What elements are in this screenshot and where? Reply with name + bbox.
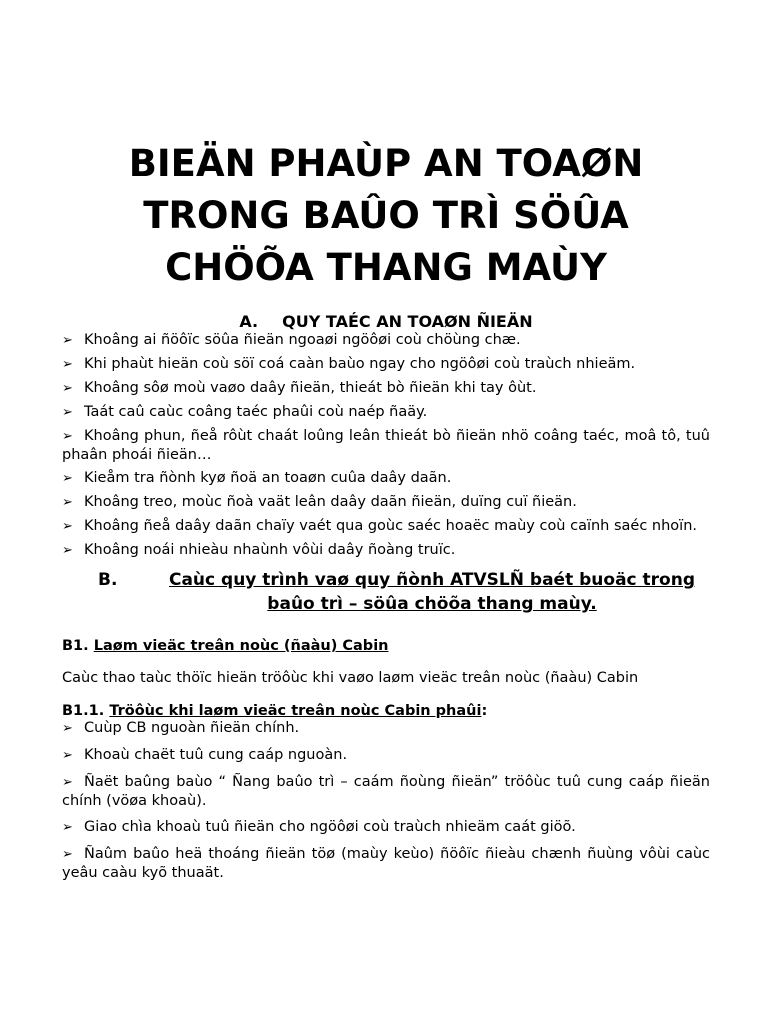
section-a-list [62, 331, 710, 560]
list-item: ➢ Giao chìa khoaù tuû ñieän cho ngöôøi coù traùch nhieäm caát giöõ. [62, 819, 576, 835]
list-item: ➢ Khoâng ai ñöôïc söûa ñieän ngoaøi ngöôøi coù chöùng chæ. [62, 332, 521, 348]
list-item: ➢ Ñaët baûng baùo “ Ñang baûo trì – caám ñoùng ñieän” tröôùc tuû cung caáp ñieän chính (vöøa khoaù). [62, 774, 710, 809]
list-item: ➢ Khoâng ñeå daây daãn chaïy vaét qua goùc saéc hoaëc maùy coù caïnh saéc nhoïn. [62, 518, 698, 534]
list-item: ➢ Khoâng sôø moù vaøo daây ñieän, thieát bò ñieän khi tay ôùt. [62, 380, 537, 396]
section-a-number: A. [239, 312, 259, 331]
document-page [62, 0, 710, 890]
title-line-1: BIEÄN PHAÙP AN TOAØN [128, 142, 644, 185]
section-b-number: B. [98, 570, 118, 590]
arrow-bullet-icon: ➢ [62, 381, 73, 396]
arrow-bullet-icon: ➢ [62, 405, 73, 420]
arrow-bullet-icon: ➢ [62, 471, 73, 486]
list-item: ➢ Taát caû caùc coâng taéc phaûi coù naép ñaäy. [62, 404, 428, 420]
arrow-bullet-icon: ➢ [62, 429, 73, 444]
b1-intro: Caùc thao taùc thöïc hieän tröôùc khi vaøo laøm vieäc treân noùc (ñaàu) Cabin [62, 670, 639, 686]
b11-heading [62, 703, 710, 719]
section-a-heading [62, 312, 710, 331]
arrow-bullet-icon: ➢ [62, 495, 73, 510]
list-item: ➢ Khoaù chaët tuû cung caáp nguoàn. [62, 747, 348, 763]
arrow-bullet-icon: ➢ [62, 748, 73, 763]
arrow-bullet-icon: ➢ [62, 357, 73, 372]
list-item: ➢ Cuùp CB nguoàn ñieän chính. [62, 720, 300, 736]
section-b-title-line-1: Caùc quy trình vaø quy ñònh ATVSLÑ baét buoäc trong [168, 570, 695, 590]
arrow-bullet-icon: ➢ [62, 847, 73, 862]
list-item: ➢ Ñaûm baûo heä thoáng ñieän töø (maùy keùo) ñöôïc ñieàu chænh ñuùng vôùi caùc yeâu caàu kyõ thuaät. [62, 846, 710, 881]
b11-label: B1.1. [62, 703, 105, 719]
list-item: ➢ Khoâng treo, moùc ñoà vaät leân daây daãn ñieän, duïng cuï ñieän. [62, 494, 577, 510]
arrow-bullet-icon: ➢ [62, 820, 73, 835]
list-item: ➢ Khi phaùt hieän coù söï coá caàn baùo ngay cho ngöôøi coù traùch nhieäm. [62, 356, 636, 372]
b11-title: Tröôùc khi laøm vieäc treân noùc Cabin phaûi [109, 703, 482, 719]
section-b-heading [62, 568, 710, 616]
arrow-bullet-icon: ➢ [62, 333, 73, 348]
title-line-3: CHÖÕA THANG MAÙY [165, 246, 607, 289]
arrow-bullet-icon: ➢ [62, 775, 73, 790]
section-a-title: QUY TAÉC AN TOAØN ÑIEÄN [282, 312, 533, 331]
title-line-2: TRONG BAÛO TRÌ SÖÛA [143, 194, 629, 237]
arrow-bullet-icon: ➢ [62, 543, 73, 558]
list-item: ➢ Khoâng phun, ñeå rôùt chaát loûng leân thieát bò ñieän nhö coâng taéc, moâ tô, tuû phaân phoái ñieän… [62, 428, 710, 463]
b11-list [62, 719, 710, 882]
section-b-title-line-2: baûo trì – söûa chöõa thang maùy. [267, 594, 597, 614]
b1-heading [62, 638, 710, 654]
arrow-bullet-icon: ➢ [62, 721, 73, 736]
b1-label: B1. [62, 638, 89, 654]
b11-colon: : [481, 703, 488, 719]
list-item: ➢ Kieåm tra ñònh kyø ñoä an toaøn cuûa daây daãn. [62, 470, 452, 486]
document-title [62, 138, 710, 294]
arrow-bullet-icon: ➢ [62, 519, 73, 534]
list-item: ➢ Khoâng noái nhieàu nhaùnh vôùi daây ñoàng truïc. [62, 542, 456, 558]
b1-title: Laøm vieäc treân noùc (ñaàu) Cabin [93, 638, 389, 654]
